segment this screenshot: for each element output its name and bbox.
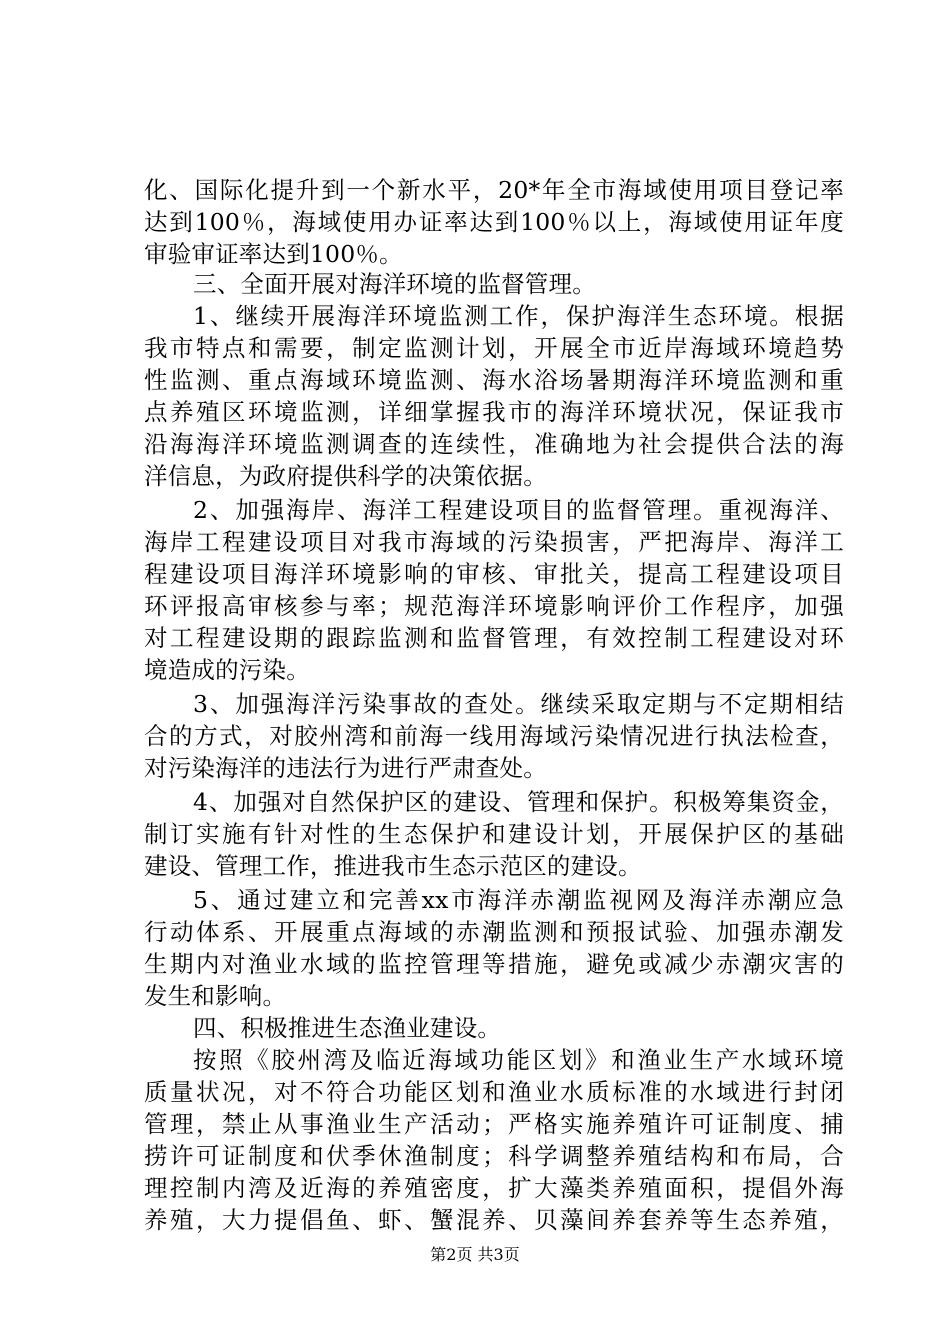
text-line: 洋信息，为政府提供科学的决策依据。 <box>144 462 547 490</box>
text-line: 环评报高审核参与率；规范海洋环境影响评价工作程序，加强 <box>144 592 844 620</box>
text-line: 境造成的污染。 <box>144 656 310 684</box>
text-line: 建设、管理工作，推进我市生态示范区的建设。 <box>144 852 642 880</box>
text-line: 5、通过建立和完善xx市海洋赤潮监视网及海洋赤潮应急 <box>193 886 844 914</box>
text-line: 生期内对渔业水域的监控管理等措施，避免或减少赤潮灾害的 <box>144 950 844 978</box>
text-line: 达到100％，海域使用办证率达到100％以上，海域使用证年度 <box>144 208 844 236</box>
text-line: 质量状况，对不符合功能区划和渔业水质标准的水域进行封闭 <box>144 1078 844 1106</box>
text-line: 2、加强海岸、海洋工程建设项目的监督管理。重视海洋、 <box>193 496 844 524</box>
text-line: 发生和影响。 <box>144 982 287 1010</box>
text-line: 程建设项目海洋环境影响的审核、审批关，提高工程建设项目 <box>144 560 844 588</box>
text-line: 沿海海洋环境监测调查的连续性，准确地为社会提供合法的海 <box>144 430 844 458</box>
text-line: 养殖，大力提倡鱼、虾、蟹混养、贝藻间养套养等生态养殖， <box>144 1206 844 1234</box>
section-heading: 四、积极推进生态渔业建设。 <box>193 1014 502 1042</box>
text-line: 对污染海洋的违法行为进行严肃查处。 <box>144 754 547 782</box>
text-line: 行动体系、开展重点海域的赤潮监测和预报试验、加强赤潮发 <box>144 918 844 946</box>
text-line: 化、国际化提升到一个新水平，20*年全市海域使用项目登记率 <box>144 176 844 204</box>
text-line: 捞许可证制度和伏季休渔制度；科学调整养殖结构和布局，合 <box>144 1142 844 1170</box>
text-line: 制订实施有针对性的生态保护和建设计划，开展保护区的基础 <box>144 820 844 848</box>
text-line: 海岸工程建设项目对我市海域的污染损害，严把海岸、海洋工 <box>144 528 844 556</box>
text-line: 性监测、重点海域环境监测、海水浴场暑期海洋环境监测和重 <box>144 366 844 394</box>
text-line: 理控制内湾及近海的养殖密度，扩大藻类养殖面积，提倡外海 <box>144 1174 844 1202</box>
section-heading: 三、全面开展对海洋环境的监督管理。 <box>193 270 596 298</box>
text-line: 3、加强海洋污染事故的查处。继续采取定期与不定期相结 <box>193 690 844 718</box>
text-line: 管理，禁止从事渔业生产活动；严格实施养殖许可证制度、捕 <box>144 1110 844 1138</box>
text-line: 合的方式，对胶州湾和前海一线用海域污染情况进行执法检查， <box>144 722 844 750</box>
text-line: 点养殖区环境监测，详细掌握我市的海洋环境状况，保证我市 <box>144 398 844 426</box>
text-line: 我市特点和需要，制定监测计划，开展全市近岸海域环境趋势 <box>144 334 844 362</box>
page-footer: 第2页 共3页 <box>430 1245 520 1264</box>
text-line: 1、继续开展海洋环境监测工作，保护海洋生态环境。根据 <box>193 302 844 330</box>
text-line: 对工程建设期的跟踪监测和监督管理，有效控制工程建设对环 <box>144 624 844 652</box>
text-line: 4、加强对自然保护区的建设、管理和保护。积极筹集资金， <box>193 788 844 816</box>
text-line: 审验审证率达到100％。 <box>144 240 403 268</box>
text-line: 按照《胶州湾及临近海域功能区划》和渔业生产水域环境 <box>193 1046 844 1074</box>
